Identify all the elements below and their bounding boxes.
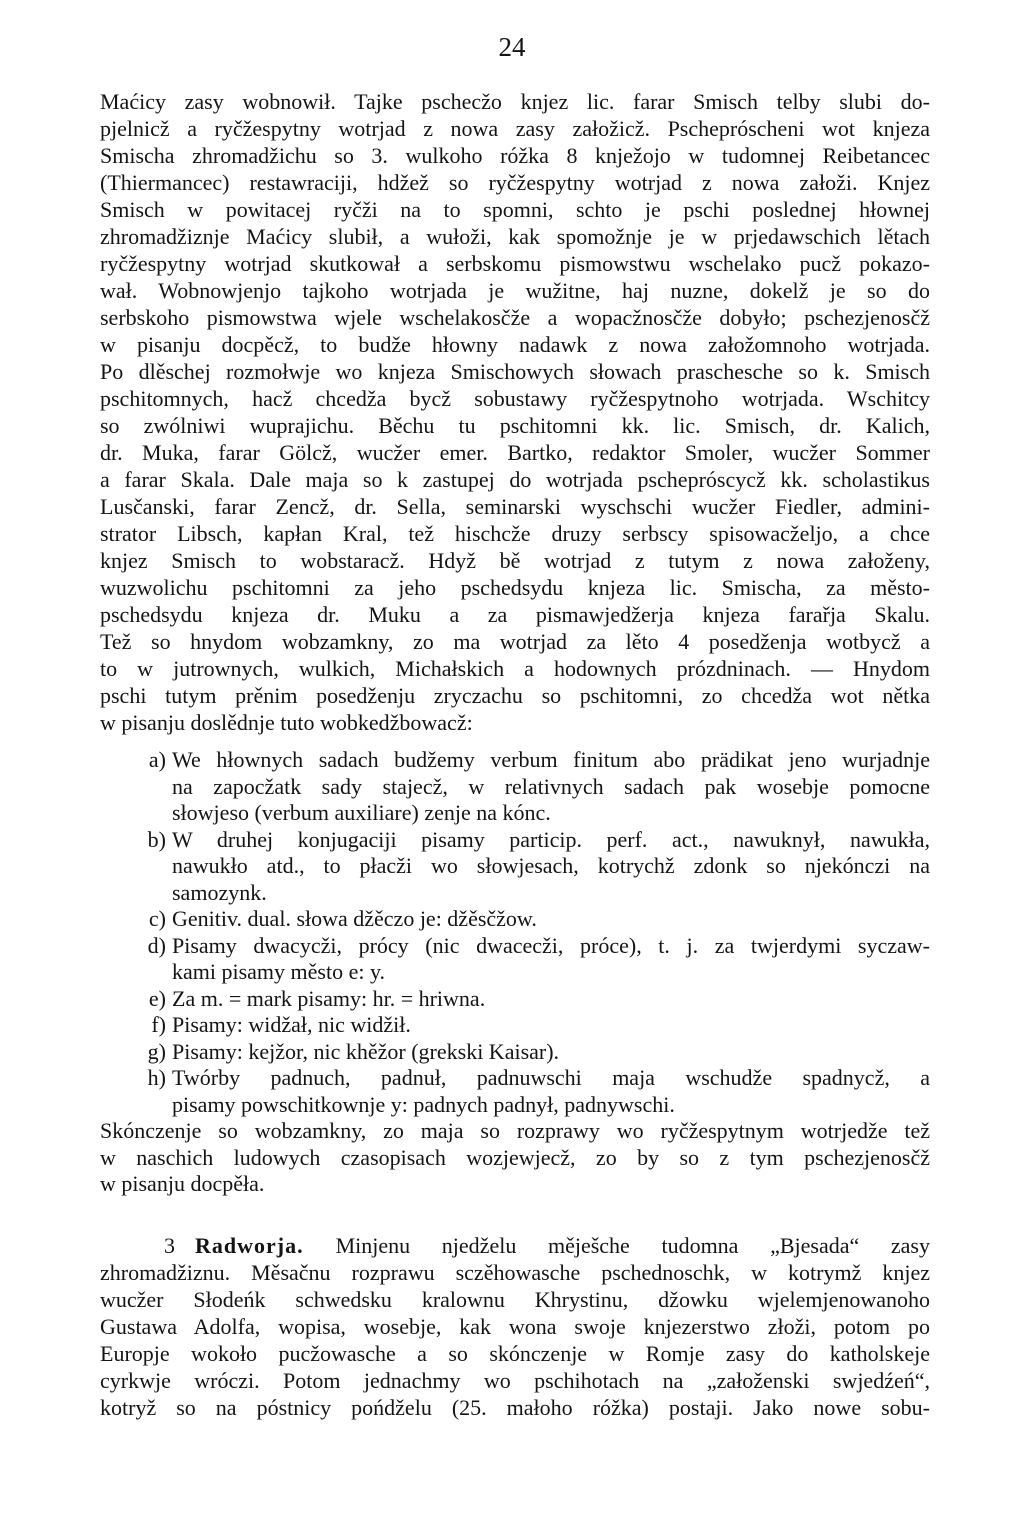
text-line: wucžer Słodeńk schwedsku kralownu Khrystinu, džowku wjelemjenowanoho — [100, 1286, 930, 1312]
text-line: Skónczenje so wobzamkny, zo maja so rozprawy wo ryčžespytnym wotrjedže tež — [100, 1118, 930, 1143]
text-line: w naschich ludowych czasopisach wozjewjecž, zo by so z tym pschezjenosčž — [100, 1144, 930, 1170]
text-line: kami pisamy město e: y. — [172, 959, 386, 984]
rule-item-label: a) — [148, 747, 166, 772]
text-line: Smisch w powitacej ryčži na to spomni, schto je pschi poslednej hłownej — [100, 197, 930, 222]
text-line: so zwólniwi wuprajichu. Běchu tu pschitomni kk. lic. Smisch, dr. Kalich, — [100, 413, 930, 438]
text-line: Po dlěschej rozmołwje wo knjeza Smischowych słowach praschesche so k. Smisch — [100, 359, 930, 384]
rule-item-label: f) — [151, 1012, 166, 1037]
rule-item-label: d) — [147, 932, 166, 958]
text-line: zhromadžiznje Maćicy slubił, a wułoži, kak spomožnje je w prjedawschich lětach — [100, 224, 930, 249]
text-line: na zapocžatk sady stajecž, w relativnych sadach pak wosebje pomocne — [172, 773, 930, 799]
page-content — [100, 88, 930, 1421]
section-first-line — [100, 1232, 930, 1259]
text-line: Maćicy zasy wobnowił. Tajke pschecžo knjez lic. farar Smisch telby slubi do- — [100, 89, 930, 114]
text-line: Tež so hnydom wobzamkny, zo ma wotrjad za lěto 4 posedženja wotbycž a — [100, 629, 930, 654]
rule-item-label: b) — [147, 826, 166, 852]
section-body — [100, 1259, 930, 1421]
text-line: ryčžespytny wotrjad skutkował a serbskomu pismowstwu wschelako pucž pokazo- — [100, 251, 930, 276]
text-line: (Thiermancec) restawraciji, hdžež so ryčžespytny wotrjad z nowa załoži. Knjez — [100, 170, 930, 195]
rule-item-label: g) — [147, 1038, 166, 1064]
text-line: słowjeso (verbum auxiliare) zenje na kónc. — [172, 800, 551, 825]
text-line: strator Libsch, kapłan Kral, tež hischcže druzy serbscy spisowacželjo, a chce — [100, 521, 930, 546]
text-line: We hłownych sadach budžemy verbum finitum abo prädikat jeno wurjadnje — [172, 747, 930, 772]
text-line: cyrkwje wróczi. Potom jednachmy wo pschihotach na „załoženski swjedźeń“, — [100, 1367, 930, 1393]
text-line: to w jutrownych, wulkich, Michałskich a hodownych prózdninach. — Hnydom — [100, 656, 930, 681]
text-line: Lusčanski, farar Zencž, dr. Sella, seminarski wyschschi wucžer Fiedler, admini- — [100, 494, 930, 519]
text-line: nawukło atd., to płacži wo słowjesach, kotrychž zdonk so njekónczi na — [172, 853, 930, 878]
rule-item-label: c) — [148, 906, 166, 931]
text-line: W druhej konjugaciji pisamy particip. perf. act., nawuknył, nawukła, — [172, 826, 930, 852]
rule-item — [100, 933, 930, 986]
text-line: Europje wokoło pucžowasche a so skónczenje w Romje zasy do katholskeje — [100, 1340, 930, 1366]
rule-item — [100, 1039, 930, 1066]
page-number: 24 — [498, 32, 526, 62]
paragraph-conclusion — [100, 1118, 930, 1198]
text-line: knjez Smisch to wobstaracž. Hdyž bě wotrjad z tutym z nowa załoženy, — [100, 548, 930, 573]
text-line: dr. Muka, farar Gölcž, wucžer emer. Bartko, redaktor Smoler, wucžer Sommer — [100, 440, 930, 465]
text-line: w pisanju docpěła. — [100, 1171, 265, 1196]
text-line: w pisanju docpěcž, to budže hłowny nadawk z nowa załožomnoho wotrjada. — [100, 332, 930, 357]
section-number: 3 — [164, 1232, 175, 1258]
text-line: pschi tutym prěnim posedženju zryczachu so pschitomni, zo chcedža wot nětka — [100, 683, 930, 708]
text-line: Smischa zhromadžichu so 3. wulkoho róžka 8 knježojo w tudomnej Reibetancec — [100, 143, 930, 168]
rule-item-label: h) — [147, 1065, 166, 1090]
text-line: Pisamy: widžał, nic widžił. — [172, 1012, 411, 1037]
text-line: wuzwolichu pschitomni za jeho pschedsydu knjeza lic. Smischa, za město- — [100, 575, 930, 600]
rule-item — [100, 747, 930, 827]
text-line: serbskoho pismowstwa wjele wschelakosčže a wopacžnosčže dobyło; pschezjenosčž — [100, 305, 930, 330]
rule-item-label: e) — [148, 985, 166, 1011]
rule-item — [100, 1065, 930, 1118]
text-line: Za m. = mark pisamy: hr. = hriwna. — [172, 985, 486, 1011]
section-first-line-text: Minjenu njedželu měješche tudomna „Bjesada“ zasy — [335, 1232, 930, 1258]
rule-item — [100, 986, 930, 1013]
rule-item — [100, 906, 930, 933]
text-line: pschedsydu knjeza dr. Muku a za pismawjedžerja knjeza farařja Skalu. — [100, 602, 930, 627]
section-heading: Radworja. — [195, 1232, 304, 1258]
section-radworja — [100, 1232, 930, 1421]
text-line: Gustawa Adolfa, wopisa, wosebje, kak wona swoje knjezerstwo złoži, potom po — [100, 1313, 930, 1339]
paragraph-wotrjad-report — [100, 88, 930, 736]
text-line: samozynk. — [172, 879, 267, 905]
text-line: pschitomnych, hacž chcedža bycž sobustawy ryčžespytnoho wotrjada. Wschitcy — [100, 386, 930, 411]
text-line: w pisanju doslědnje tuto wobkedžbowacž: — [100, 710, 473, 735]
text-line: Pisamy: kejžor, nic khěžor (grekski Kaisar). — [172, 1038, 560, 1064]
rule-item — [100, 1012, 930, 1039]
text-line: pjelnicž a ryčžespytny wotrjad z nowa zasy załožicž. Pschepróscheni wot knjeza — [100, 116, 930, 141]
text-line: wał. Wobnowjenjo tajkoho wotrjada je wužitne, haj nuzne, dokelž je so do — [100, 278, 930, 303]
text-line: Twórby padnuch, padnuł, padnuwschi maja wschudže spadnycž, a — [172, 1065, 930, 1090]
text-line: a farar Skala. Dale maja so k zastupej do wotrjada pschepróscycž kk. scholastikus — [100, 467, 930, 492]
orthography-rules-list — [100, 747, 930, 1118]
text-line: zhromadžiznu. Měsačnu rozprawu sczěhowasche pschednoschk, w kotrymž knjez — [100, 1259, 930, 1285]
text-line: kotryž so na póstnicy pońdželu (25. małoho róžka) postaji. Jako nowe sobu- — [100, 1394, 930, 1420]
rule-item — [100, 827, 930, 907]
text-line: pisamy powschitkownje y: padnych padnył, padnywschi. — [172, 1091, 675, 1117]
text-line: Genitiv. dual. słowa džěczo je: džěsčžow. — [172, 906, 537, 931]
text-line: Pisamy dwacycži, prócy (nic dwacecži, próce), t. j. za twjerdymi syczaw- — [172, 932, 930, 958]
